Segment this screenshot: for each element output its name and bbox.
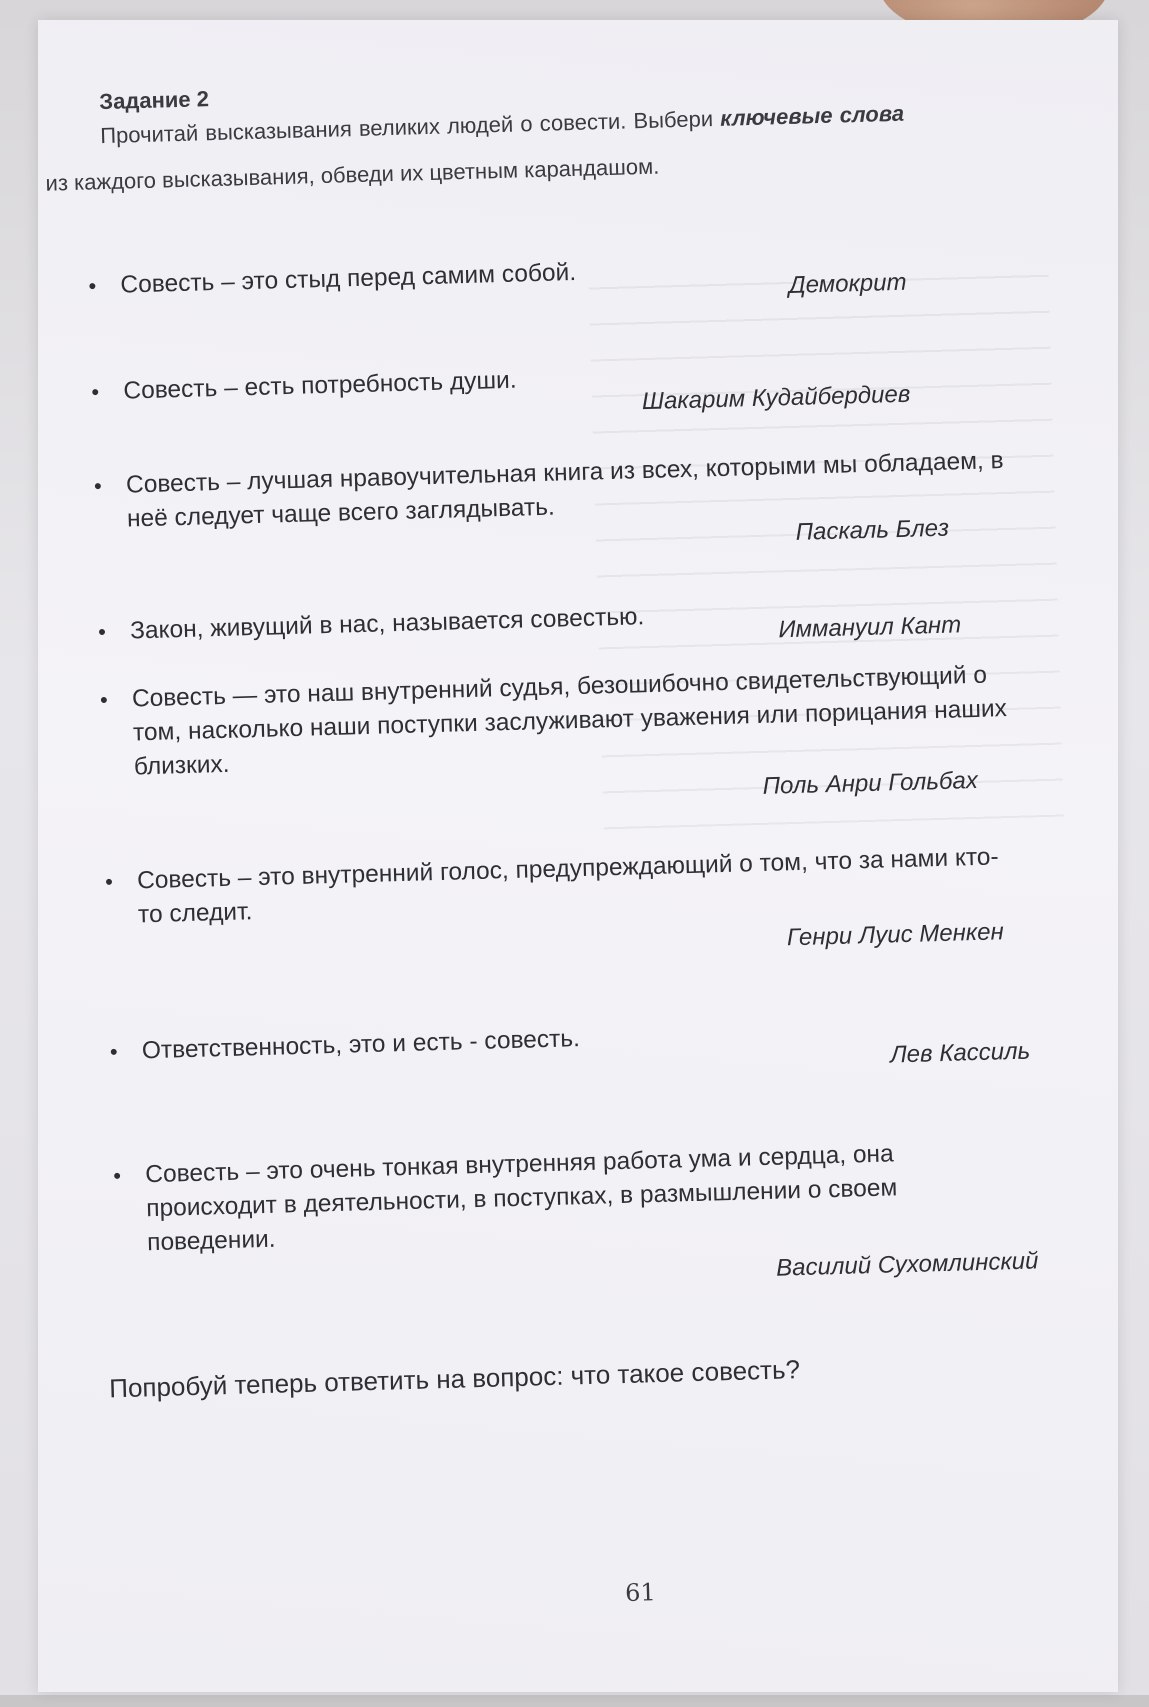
- bullet-icon: •: [97, 619, 107, 645]
- quote-text: Совесть — это наш внутренний судья, безошибочно свидетельствующий о том, насколько наши поступки заслуживают уважения или порицания наших близких.: [131, 661, 1008, 781]
- quote-item: [104, 840, 1025, 929]
- quote-text: Совесть – это внутренний голос, предупреждающий о том, что за нами кто-то следит.: [136, 843, 999, 929]
- instruction-text: Прочитай высказывания великих людей о совести. Выбери: [99, 106, 714, 149]
- bullet-icon: •: [91, 379, 100, 405]
- quote-author: Генри Луис Менкен: [786, 918, 1005, 952]
- page-number: 61: [624, 1578, 657, 1608]
- instruction-text-continued: из каждого высказывания, обведи их цветным карандашом.: [45, 153, 660, 196]
- instruction-keywords: ключевые слова: [719, 100, 905, 131]
- bullet-icon: •: [109, 1039, 118, 1065]
- quote-author: Лев Кассиль: [889, 1037, 1031, 1069]
- quote-text: Совесть – это стыд перед самим собой.: [120, 258, 577, 299]
- quote-author: Поль Анри Гольбах: [762, 766, 979, 800]
- bullet-icon: •: [112, 1162, 122, 1189]
- quote-text: Закон, живущий в нас, называется совестью.: [129, 603, 645, 645]
- page-content: [21, 5, 1147, 1707]
- bullet-icon: •: [93, 473, 103, 499]
- quote-author: Паскаль Блез: [795, 514, 950, 546]
- quote-item: [99, 658, 1020, 781]
- workbook-page: [38, 20, 1118, 1692]
- quote-author: Иммануил Кант: [777, 611, 962, 644]
- bullet-icon: •: [104, 869, 114, 895]
- bullet-icon: •: [88, 273, 97, 299]
- quote-author: Демокрит: [788, 268, 907, 299]
- bullet-icon: •: [99, 687, 109, 713]
- quote-text: Ответственность, это и есть - совесть.: [141, 1025, 581, 1065]
- quote-author: Шакарим Кудайбердиев: [641, 380, 911, 416]
- quote-item: [112, 1134, 1033, 1257]
- quote-text: Совесть – лучшая нравоучительная книга из всех, которыми мы обладаем, в неё следует чаще всего заглядывать.: [125, 447, 1004, 533]
- quote-text: Совесть – это очень тонкая внутренняя работа ума и сердца, она происходит в деятельности, в поступках, в размышлении о своем поведении.: [144, 1140, 898, 1257]
- task-title: Задание 2: [98, 86, 210, 115]
- quote-text: Совесть – есть потребность души.: [123, 366, 517, 405]
- quote-author: Василий Сухомлинский: [775, 1247, 1039, 1282]
- closing-question: Попробуй теперь ответить на вопрос: что такое совесть?: [108, 1354, 801, 1404]
